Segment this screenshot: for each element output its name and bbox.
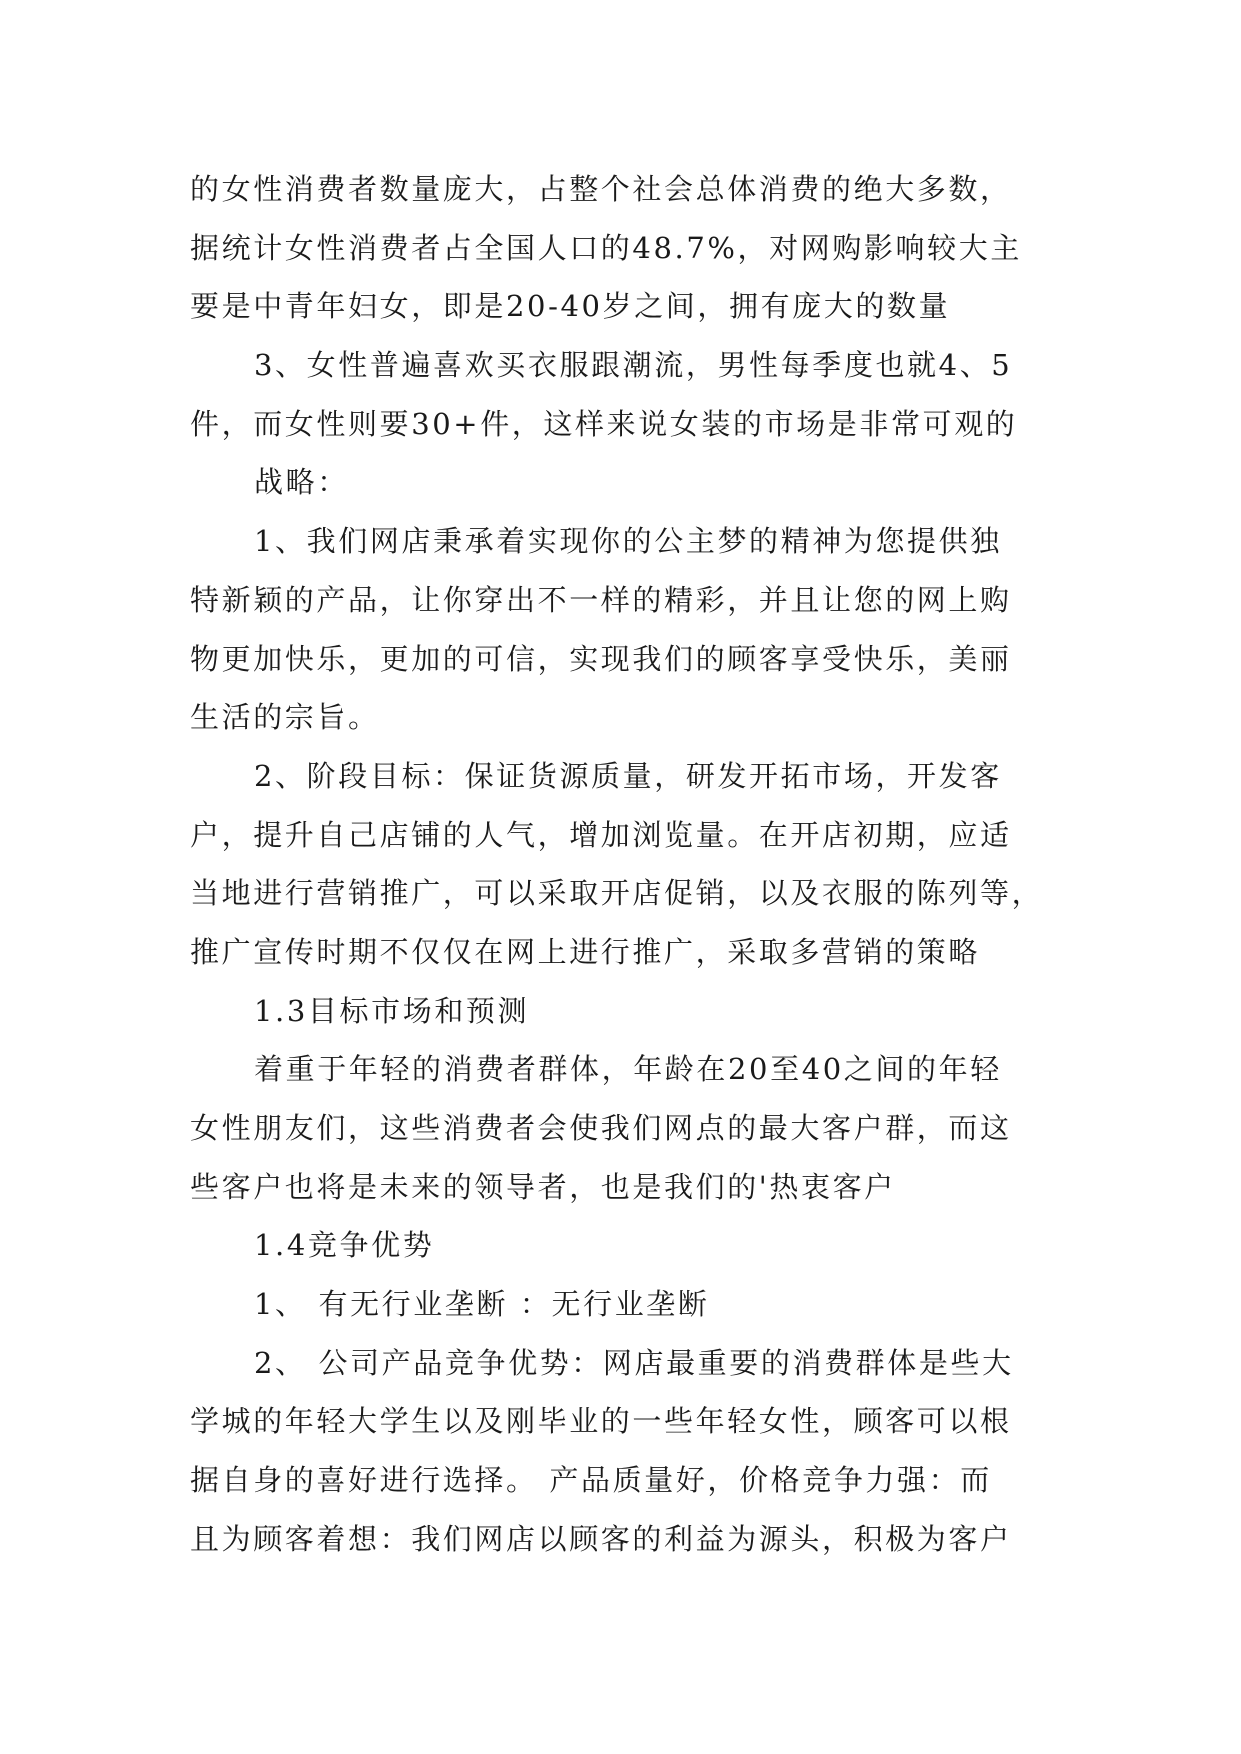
text-line: 户，提升自己店铺的人气，增加浏览量。在开店初期，应适 bbox=[190, 817, 1012, 852]
text-line: 物更加快乐，更加的可信，实现我们的顾客享受快乐，美丽 bbox=[190, 641, 1012, 676]
text-line: 据自身的喜好进行选择。 产品质量好，价格竞争力强：而 bbox=[190, 1463, 992, 1498]
text-line: 1、我们网店秉承着实现你的公主梦的精神为您提供独 bbox=[254, 524, 1002, 559]
text-line: 生活的宗旨。 bbox=[190, 700, 380, 735]
text-line: 女性朋友们，这些消费者会使我们网点的最大客户群，而这 bbox=[190, 1111, 1012, 1145]
text-line: 2、 公司产品竞争优势：网店最重要的消费群体是些大 bbox=[254, 1345, 1014, 1380]
text-line: 战略： bbox=[254, 465, 349, 500]
text-line: 些客户也将是未来的领导者，也是我们的'热衷客户 bbox=[190, 1169, 896, 1204]
text-line: 要是中青年妇女，即是20-40岁之间，拥有庞大的数量 bbox=[190, 289, 951, 324]
text-line: 2、阶段目标：保证货源质量，研发开拓市场，开发客 bbox=[254, 758, 1002, 793]
body-text bbox=[190, 160, 1058, 1569]
text-line: 当地进行营销推广，可以采取开店促销，以及衣服的陈列等， bbox=[190, 876, 1044, 911]
text-line: 1.3目标市场和预测 bbox=[254, 993, 530, 1028]
text-line: 推广宣传时期不仅仅在网上进行推广，采取多营销的策略 bbox=[190, 934, 981, 969]
text-line: 1.4竞争优势 bbox=[254, 1228, 435, 1263]
text-line: 的女性消费者数量庞大，占整个社会总体消费的绝大多数， bbox=[190, 172, 1012, 206]
text-line: 着重于年轻的消费者群体，年龄在20至40之间的年轻 bbox=[254, 1052, 1002, 1087]
text-line: 3、女性普遍喜欢买衣服跟潮流，男性每季度也就4、5 bbox=[254, 348, 1013, 383]
text-line: 且为顾客着想：我们网店以顾客的利益为源头，积极为客户 bbox=[190, 1521, 1012, 1556]
text-line: 学城的年轻大学生以及刚毕业的一些年轻女性，顾客可以根 bbox=[190, 1404, 1012, 1439]
text-line: 1、 有无行业垄断 ：无行业垄断 bbox=[254, 1287, 710, 1322]
text-line: 据统计女性消费者占全国人口的48.7%，对网购影响较大主 bbox=[190, 230, 1022, 265]
text-line: 件，而女性则要30+件，这样来说女装的市场是非常可观的 bbox=[190, 406, 1018, 441]
text-line: 特新颖的产品，让你穿出不一样的精彩，并且让您的网上购 bbox=[190, 582, 1012, 617]
